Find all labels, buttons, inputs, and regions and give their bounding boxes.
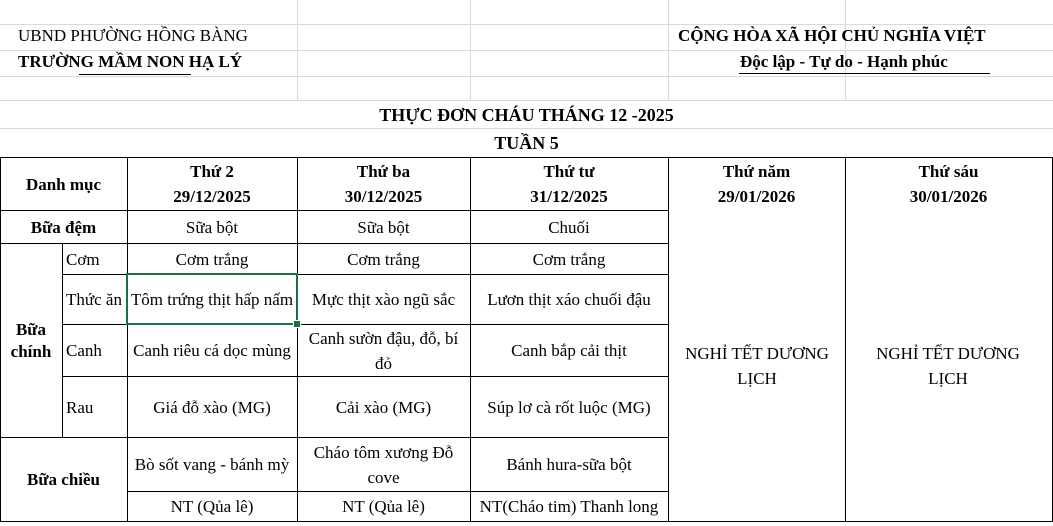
ward-name: UBND PHƯỜNG HỒNG BÀNG: [18, 26, 248, 45]
school-underline: [79, 74, 191, 75]
menu-cell[interactable]: Canh riêu cá dọc mùng: [133, 341, 291, 360]
menu-cell[interactable]: Cơm trắng: [532, 249, 606, 269]
cell-selection-border: [126, 273, 298, 325]
day-header-fri: [845, 158, 1052, 210]
menu-cell[interactable]: Cải xào (MG): [335, 397, 432, 417]
day-date: 31/12/2025: [530, 187, 608, 206]
fill-handle[interactable]: [293, 320, 301, 328]
national-title: CỘNG HÒA XÃ HỘI CHỦ NGHĨA VIỆT: [678, 26, 986, 45]
menu-cell[interactable]: Sữa bột: [185, 217, 239, 237]
menu-cell[interactable]: Mực thịt xào ngũ sắc: [311, 290, 456, 309]
day-date: 29/12/2025: [173, 187, 251, 206]
menu-cell[interactable]: NT (Qủa lê): [342, 497, 425, 516]
menu-cell[interactable]: Bò sốt vang - bánh mỳ: [134, 455, 290, 474]
menu-cell[interactable]: Chuối: [548, 217, 590, 237]
day-date: 30/12/2025: [344, 187, 423, 206]
day-name: Thứ năm: [722, 162, 791, 181]
row-label-bua-chieu: Bữa chiều: [26, 470, 100, 489]
menu-cell[interactable]: Cơm trắng: [347, 249, 420, 269]
day-header-thu: [668, 158, 845, 210]
menu-cell[interactable]: Canh sườn đậu, đỗ, bí đỏ: [308, 328, 459, 373]
holiday-cell-thu-nam[interactable]: NGHỈ TẾT DƯƠNG LỊCH: [685, 344, 829, 388]
menu-cell[interactable]: Giá đỗ xào (MG): [153, 397, 271, 417]
day-header-mon: [127, 158, 297, 210]
menu-cell[interactable]: Cơm trắng: [175, 249, 249, 269]
menu-cell[interactable]: Cháo tôm xương Đỗ cove: [313, 442, 454, 487]
national-motto: Độc lập - Tự do - Hạnh phúc: [740, 52, 948, 71]
menu-cell[interactable]: NT (Qủa lê): [170, 497, 254, 516]
menu-cell[interactable]: Canh bắp cải thịt: [511, 341, 627, 360]
sub-label-canh: Canh: [66, 341, 102, 360]
day-date: 30/01/2026: [909, 187, 988, 206]
menu-cell[interactable]: Bánh hura-sữa bột: [506, 455, 632, 474]
page-subtitle: TUẦN 5: [494, 132, 559, 153]
category-header: Danh mục: [25, 174, 102, 194]
sub-label-com: Cơm: [66, 249, 100, 269]
day-header-wed: [470, 158, 668, 210]
page-title: THỰC ĐƠN CHÁU THÁNG 12 -2025: [379, 104, 674, 125]
day-name: Thứ ba: [356, 162, 411, 181]
day-name: Thứ tư: [543, 162, 595, 181]
school-name: TRƯỜNG MẦM NON HẠ LÝ: [18, 52, 243, 71]
motto-underline: [739, 73, 990, 74]
menu-cell[interactable]: NT(Cháo tim) Thanh long: [479, 497, 659, 516]
day-date: 29/01/2026: [717, 187, 796, 206]
holiday-cell-thu-sau[interactable]: NGHỈ TẾT DƯƠNG LỊCH: [876, 344, 1020, 388]
menu-cell[interactable]: Súp lơ cà rốt luộc (MG): [487, 397, 651, 417]
row-label-bua-chinh: Bữa chính: [10, 319, 52, 361]
day-name: Thứ sáu: [918, 162, 979, 181]
day-header-tue: [297, 158, 470, 210]
day-name: Thứ 2: [190, 162, 234, 181]
row-label-bua-dem: Bữa đệm: [30, 217, 97, 237]
sub-label-rau: Rau: [66, 397, 94, 417]
sub-label-thuc-an: Thức ăn: [66, 290, 122, 309]
menu-cell[interactable]: Sữa bột: [357, 217, 410, 237]
menu-cell[interactable]: Lươn thịt xáo chuối đậu: [487, 290, 651, 309]
menu-cell-selected[interactable]: Tôm trứng thịt hấp nấm: [130, 290, 294, 309]
